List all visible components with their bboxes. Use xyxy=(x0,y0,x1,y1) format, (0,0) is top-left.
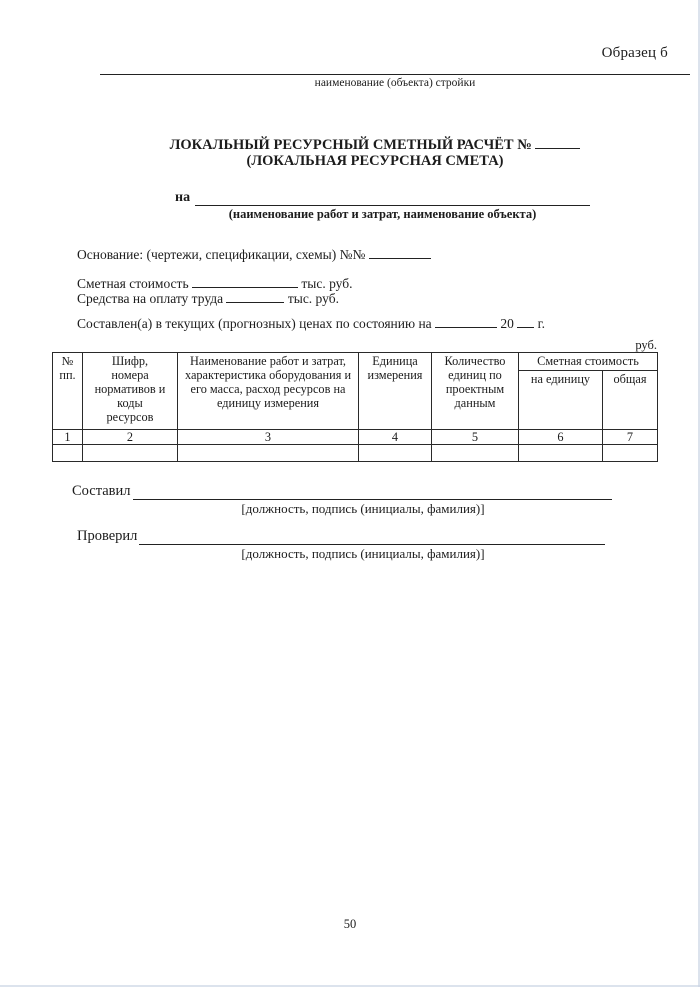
document-title xyxy=(60,136,690,154)
estimate-number-blank xyxy=(535,136,580,149)
basis-line xyxy=(77,246,431,263)
header-cell-cost-group: Сметная стоимость xyxy=(519,353,658,371)
header-cell-cost-total: общая xyxy=(603,371,658,430)
estimate-table xyxy=(52,352,658,462)
object-name-caption: наименование (объекта) стройки xyxy=(314,77,476,89)
compiled-prefix: Составлен(а) в текущих (прогнозных) ценах по состоянию на xyxy=(77,316,432,331)
basis-number-blank xyxy=(369,246,431,259)
column-number-cell: 1 xyxy=(53,430,83,445)
column-number-cell: 7 xyxy=(603,430,658,445)
empty-data-row xyxy=(53,445,658,462)
header-cell-unit: Единица измерения xyxy=(359,353,432,430)
checker-signature-row xyxy=(77,528,605,545)
estimated-cost-label: Сметная стоимость xyxy=(77,276,189,291)
checker-caption: [должность, подпись (инициалы, фамилия)] xyxy=(241,546,485,561)
empty-cell xyxy=(53,445,83,462)
compiler-fill-line xyxy=(133,484,612,500)
checker-label: Проверил xyxy=(77,528,138,544)
compiled-date-line xyxy=(77,315,545,332)
page-number: 50 xyxy=(343,917,357,931)
labor-funds-label: Средства на оплату труда xyxy=(77,291,224,306)
compiler-caption: [должность, подпись (инициалы, фамилия)] xyxy=(241,501,485,516)
document-subtitle: (ЛОКАЛЬНАЯ РЕСУРСНАЯ СМЕТА) xyxy=(246,152,504,169)
header-cell-row-number: № пп. xyxy=(53,353,83,430)
document-title-block xyxy=(60,136,690,169)
labor-funds-units: тыс. руб. xyxy=(287,291,339,306)
subject-row xyxy=(175,190,590,206)
header-cell-code: Шифр, номера нормативов и коды ресурсов xyxy=(83,353,178,430)
compiled-suffix: г. xyxy=(537,316,546,331)
empty-cell xyxy=(603,445,658,462)
compiler-signature-row xyxy=(72,483,612,500)
subject-fill-line xyxy=(195,191,590,206)
sample-label: Образец б xyxy=(601,45,668,61)
estimated-cost-blank xyxy=(192,275,298,288)
document-title-text: ЛОКАЛЬНЫЙ РЕСУРСНЫЙ СМЕТНЫЙ РАСЧЁТ № xyxy=(169,137,532,153)
compiled-date-blank xyxy=(435,315,497,328)
header-cell-quantity: Количество единиц по проектным данным xyxy=(432,353,519,430)
header-cell-work-name: Наименование работ и затрат, характеристика оборудования и его масса, расход ресурсов на единицу измерения xyxy=(178,353,359,430)
column-number-cell: 2 xyxy=(83,430,178,445)
labor-funds-blank xyxy=(226,290,284,303)
estimated-cost-units: тыс. руб. xyxy=(301,276,353,291)
object-name-fill-line xyxy=(100,61,690,75)
compiled-year-blank xyxy=(517,315,534,328)
empty-cell xyxy=(359,445,432,462)
subject-caption: (наименование работ и затрат, наименование объекта) xyxy=(228,207,537,221)
compiler-label: Составил xyxy=(72,483,131,499)
checker-fill-line xyxy=(139,529,605,545)
column-number-cell: 5 xyxy=(432,430,519,445)
empty-cell xyxy=(178,445,359,462)
header-cell-cost-per-unit: на единицу xyxy=(519,371,603,430)
currency-note: руб. xyxy=(635,338,657,352)
basis-label: Основание: (чертежи, спецификации, схемы) №№ xyxy=(77,247,366,262)
empty-cell xyxy=(519,445,603,462)
labor-funds-line xyxy=(77,290,339,307)
column-numbering-row xyxy=(53,430,658,445)
column-number-cell: 4 xyxy=(359,430,432,445)
column-number-cell: 6 xyxy=(519,430,603,445)
empty-cell xyxy=(432,445,519,462)
compiled-year: 20 xyxy=(500,316,514,331)
empty-cell xyxy=(83,445,178,462)
subject-prefix: на xyxy=(175,190,191,205)
column-number-cell: 3 xyxy=(178,430,359,445)
